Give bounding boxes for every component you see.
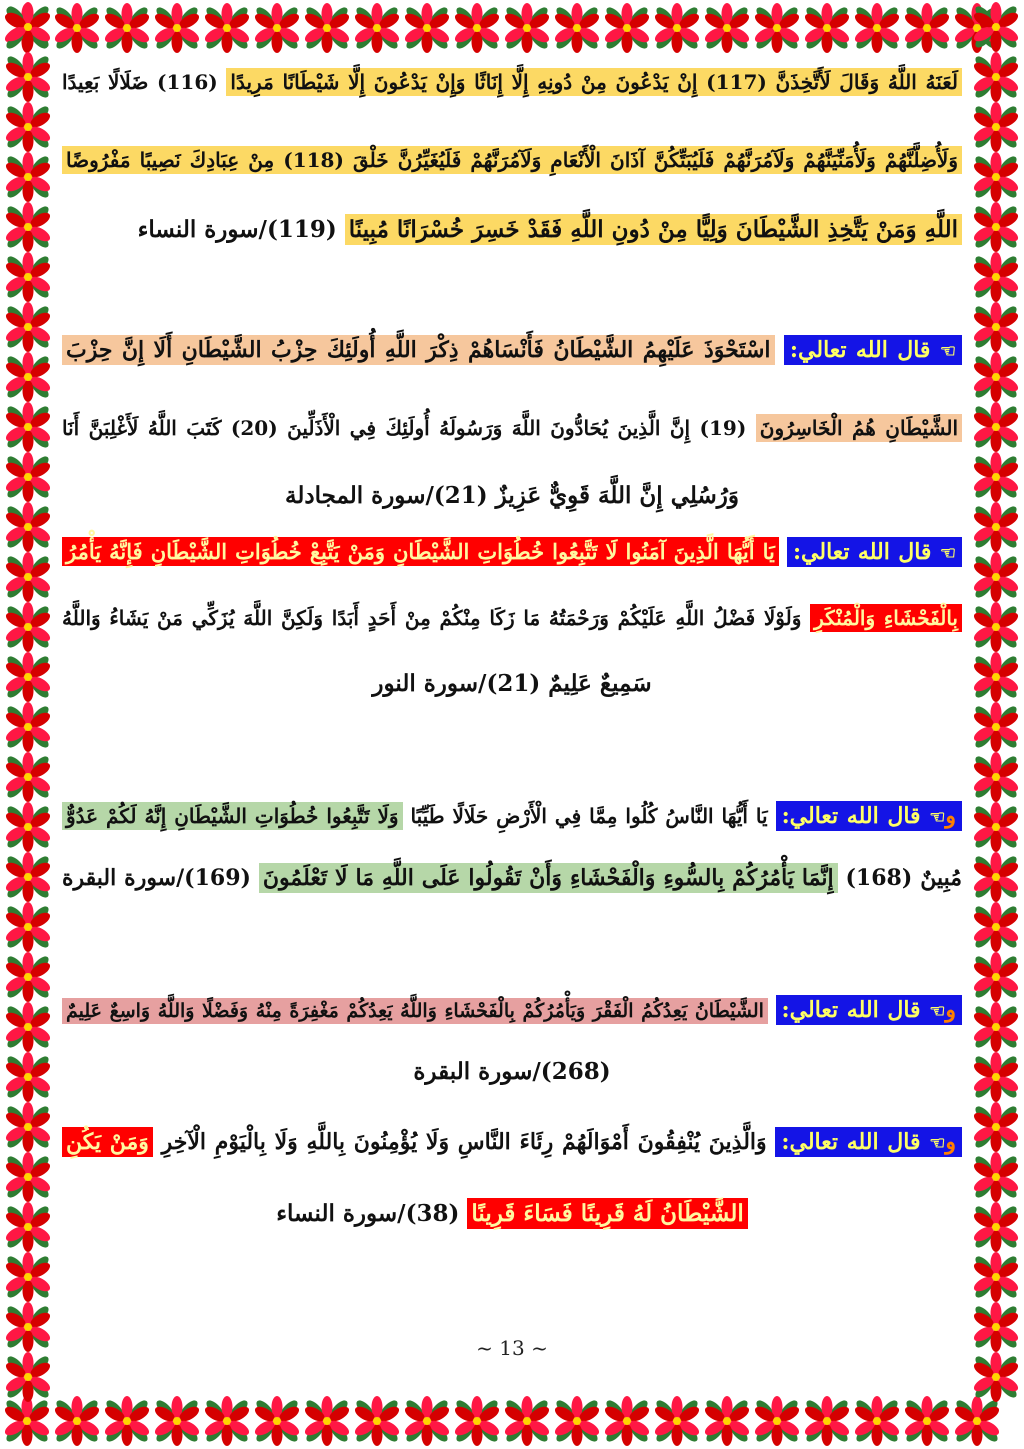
poinsettia-flower-icon (500, 1394, 554, 1448)
border-right (968, 0, 1024, 1449)
qal-label: و☜ قال الله تعالي: (775, 1127, 962, 1157)
poinsettia-flower-icon (200, 1, 254, 55)
poinsettia-flower-icon (969, 1050, 1023, 1104)
poinsettia-flower-icon (1, 700, 55, 754)
poinsettia-flower-icon (1, 450, 55, 504)
verse-text: يَا أَيُّهَا النَّاسُ كُلُوا مِمَّا فِي الْأَرْضِ حَلَالًا طَيِّبًا (410, 804, 768, 828)
poinsettia-flower-icon (1, 950, 55, 1004)
poinsettia-flower-icon (1, 350, 55, 404)
poinsettia-flower-icon (969, 700, 1023, 754)
poinsettia-flower-icon (1, 200, 55, 254)
poinsettia-flower-icon (969, 300, 1023, 354)
poinsettia-flower-icon (1, 1300, 55, 1354)
verse-number: (116) (157, 70, 218, 94)
poinsettia-flower-icon (969, 1100, 1023, 1154)
poinsettia-flower-icon (150, 1, 204, 55)
poinsettia-flower-icon (200, 1394, 254, 1448)
border-left (0, 0, 56, 1449)
poinsettia-flower-icon (650, 1394, 704, 1448)
poinsettia-flower-icon (950, 1394, 1004, 1448)
poinsettia-flower-icon (969, 500, 1023, 554)
verse-text: وَلَا تَتَّبِعُوا خُطُوَاتِ الشَّيْطَانِ إِنَّهُ لَكُمْ عَدُوٌّ (62, 802, 403, 830)
pointing-hand-icon: ☜ (939, 543, 956, 564)
poinsettia-flower-icon (0, 1394, 54, 1448)
poinsettia-flower-icon (969, 200, 1023, 254)
poinsettia-flower-icon (1, 800, 55, 854)
poinsettia-flower-icon (1, 900, 55, 954)
poinsettia-flower-icon (650, 1, 704, 55)
poinsettia-flower-icon (400, 1, 454, 55)
surah-reference: (119)/سورة النساء (137, 216, 337, 243)
verse-text: ضَلَالًا بَعِيدًا (62, 70, 149, 94)
poinsettia-flower-icon (550, 1394, 604, 1448)
poinsettia-flower-icon (969, 600, 1023, 654)
poinsettia-flower-icon (0, 1, 54, 55)
poinsettia-flower-icon (969, 1000, 1023, 1054)
poinsettia-flower-icon (969, 1350, 1023, 1404)
verse-line (62, 62, 962, 102)
verse-line (62, 408, 962, 448)
poinsettia-flower-icon (969, 950, 1023, 1004)
poinsettia-flower-icon (1, 1200, 55, 1254)
poinsettia-flower-icon (700, 1, 754, 55)
poinsettia-flower-icon (800, 1, 854, 55)
verse-text: الشَّيْطَانِ هُمُ الْخَاسِرُونَ (756, 414, 962, 442)
poinsettia-flower-icon (300, 1394, 354, 1448)
poinsettia-flower-icon (50, 1394, 104, 1448)
verse-line (62, 1194, 962, 1234)
border-bottom (0, 1393, 1024, 1449)
verse-line (62, 1052, 962, 1092)
poinsettia-flower-icon (1, 1250, 55, 1304)
poinsettia-flower-icon (969, 650, 1023, 704)
pointing-hand-icon: ☜ (929, 1001, 946, 1022)
poinsettia-flower-icon (969, 800, 1023, 854)
surah-reference: (169)/سورة البقرة (62, 865, 251, 891)
verse-line (62, 1122, 962, 1164)
verse-line (62, 210, 962, 250)
verse-text: وَالَّذِينَ يُنْفِقُونَ أَمْوَالَهُمْ رِئَاءَ النَّاسِ وَلَا يُؤْمِنُونَ بِاللَّهِ وَلَا بِالْيَوْمِ الْآخِرِ (161, 1129, 767, 1155)
poinsettia-flower-icon (969, 1250, 1023, 1304)
poinsettia-flower-icon (1, 0, 55, 54)
verse-line (62, 598, 962, 638)
qal-label: ☜ قال الله تعالي: (787, 537, 962, 567)
poinsettia-flower-icon (600, 1394, 654, 1448)
poinsettia-flower-icon (1, 50, 55, 104)
verse-text: اللَّهِ وَمَنْ يَتَّخِذِ الشَّيْطَانَ وَلِيًّا مِنْ دُونِ اللَّهِ فَقَدْ خَسِرَ خُسْرَانًا مُبِينًا (345, 214, 962, 245)
verse-line (62, 664, 962, 704)
poinsettia-flower-icon (969, 400, 1023, 454)
poinsettia-flower-icon (969, 750, 1023, 804)
poinsettia-flower-icon (150, 1394, 204, 1448)
verse-text: بِالْفَحْشَاءِ وَالْمُنْكَرِ (810, 604, 962, 632)
poinsettia-flower-icon (950, 1, 1004, 55)
verse-line (62, 858, 962, 898)
poinsettia-flower-icon (1, 650, 55, 704)
poinsettia-flower-icon (250, 1, 304, 55)
poinsettia-flower-icon (969, 1300, 1023, 1354)
poinsettia-flower-icon (550, 1, 604, 55)
poinsettia-flower-icon (969, 0, 1023, 54)
verse-text: وَلَوْلَا فَضْلُ اللَّهِ عَلَيْكُمْ وَرَحْمَتُهُ مَا زَكَا مِنْكُمْ مِنْ أَحَدٍ أَبَدًا وَلَكِنَّ اللَّهَ يُزَكِّي مَنْ يَشَاءُ وَاللَّهُ (62, 606, 802, 630)
poinsettia-flower-icon (969, 50, 1023, 104)
poinsettia-flower-icon (1, 750, 55, 804)
verse-line (62, 140, 962, 180)
poinsettia-flower-icon (250, 1394, 304, 1448)
poinsettia-flower-icon (700, 1394, 754, 1448)
poinsettia-flower-icon (1, 300, 55, 354)
qal-label: ☜ قال الله تعالي: (784, 335, 962, 365)
poinsettia-flower-icon (969, 350, 1023, 404)
poinsettia-flower-icon (1, 1100, 55, 1154)
verse-text: سَمِيعٌ عَلِيمٌ (21)/سورة النور (372, 670, 652, 697)
poinsettia-flower-icon (850, 1, 904, 55)
poinsettia-flower-icon (350, 1394, 404, 1448)
surah-reference: (38)/سورة النساء (276, 1200, 460, 1227)
poinsettia-flower-icon (750, 1, 804, 55)
poinsettia-flower-icon (969, 100, 1023, 154)
qal-label: و☜ قال الله تعالي: (776, 801, 962, 831)
poinsettia-flower-icon (450, 1394, 504, 1448)
verse-line (62, 532, 962, 574)
poinsettia-flower-icon (969, 450, 1023, 504)
verse-line (62, 796, 962, 838)
poinsettia-flower-icon (1, 150, 55, 204)
poinsettia-flower-icon (50, 1, 104, 55)
verse-text: يَا أَيُّهَا الَّذِينَ آمَنُوا لَا تَتَّبِعُوا خُطُوَاتِ الشَّيْطَانِ وَمَنْ يَتَّبِعْ خُطُوَاتِ الشَّيْطَانِ فَإِنَّهُ يَأْمُرُ (62, 537, 779, 566)
verse-text: (19) إِنَّ الَّذِينَ يُحَادُّونَ اللَّهَ وَرَسُولَهُ أُولَئِكَ فِي الْأَذَلِّينَ (20) كَتَبَ اللَّهُ لَأَغْلِبَنَّ أَنَا (62, 416, 747, 440)
poinsettia-flower-icon (750, 1394, 804, 1448)
poinsettia-flower-icon (100, 1, 154, 55)
poinsettia-flower-icon (600, 1, 654, 55)
poinsettia-flower-icon (1, 550, 55, 604)
poinsettia-flower-icon (1, 400, 55, 454)
verse-text: لَعَنَهُ اللَّهُ وَقَالَ لَأَتَّخِذَنَّ (117) إِنْ يَدْعُونَ مِنْ دُونِهِ إِلَّا إِنَاثًا وَإِنْ يَدْعُونَ إِلَّا شَيْطَانًا مَرِيدًا (226, 68, 962, 96)
poinsettia-flower-icon (969, 1200, 1023, 1254)
verse-text: إِنَّمَا يَأْمُرُكُمْ بِالسُّوءِ وَالْفَحْشَاءِ وَأَنْ تَقُولُوا عَلَى اللَّهِ مَا لَا تَعْلَمُونَ (259, 863, 838, 893)
verse-line (62, 476, 962, 516)
poinsettia-flower-icon (1, 250, 55, 304)
verse-text: اسْتَحْوَذَ عَلَيْهِمُ الشَّيْطَانُ فَأَنْسَاهُمْ ذِكْرَ اللَّهِ أُولَئِكَ حِزْبُ الشَّيْطَانِ أَلَا إِنَّ حِزْبَ (62, 335, 775, 365)
surah-reference: (268)/سورة البقرة (413, 1058, 611, 1085)
verse-text: الشَّيْطَانُ يَعِدُكُمُ الْفَقْرَ وَيَأْمُرُكُمْ بِالْفَحْشَاءِ وَاللَّهُ يَعِدُكُمْ مَغْفِرَةً مِنْهُ وَفَضْلًا وَاللَّهُ وَاسِعٌ عَلِيمٌ (62, 998, 768, 1024)
poinsettia-flower-icon (1, 1050, 55, 1104)
poinsettia-flower-icon (969, 250, 1023, 304)
poinsettia-flower-icon (850, 1394, 904, 1448)
verse-text: وَلَأُضِلَّنَّهُمْ وَلَأُمَنِّيَنَّهُمْ وَلَآمُرَنَّهُمْ فَلَيُبَتِّكُنَّ آذَانَ الْأَنْعَامِ وَلَآمُرَنَّهُمْ فَلَيُغَيِّرُنَّ خَلْقَ (118) مِنْ عِبَادِكَ نَصِيبًا مَفْرُوضًا (62, 146, 962, 174)
page-content (62, 62, 962, 1392)
poinsettia-flower-icon (969, 150, 1023, 204)
poinsettia-flower-icon (1, 100, 55, 154)
poinsettia-flower-icon (400, 1394, 454, 1448)
poinsettia-flower-icon (969, 900, 1023, 954)
poinsettia-flower-icon (1, 1000, 55, 1054)
poinsettia-flower-icon (800, 1394, 854, 1448)
verse-text: مُبِينٌ (168) (845, 865, 962, 891)
poinsettia-flower-icon (969, 550, 1023, 604)
pointing-hand-icon: ☜ (929, 807, 946, 828)
poinsettia-flower-icon (969, 1150, 1023, 1204)
poinsettia-flower-icon (350, 1, 404, 55)
verse-text: الشَّيْطَانُ لَهُ قَرِينًا فَسَاءَ قَرِينًا (467, 1198, 747, 1229)
poinsettia-flower-icon (100, 1394, 154, 1448)
border-top (0, 0, 1024, 56)
poinsettia-flower-icon (500, 1, 554, 55)
pointing-hand-icon: ☜ (939, 341, 956, 362)
poinsettia-flower-icon (1, 600, 55, 654)
verse-line (62, 330, 962, 372)
poinsettia-flower-icon (900, 1394, 954, 1448)
verse-text: وَرُسُلِي إِنَّ اللَّهَ قَوِيٌّ عَزِيزٌ (21)/سورة المجادلة (285, 482, 739, 509)
poinsettia-flower-icon (1, 850, 55, 904)
poinsettia-flower-icon (900, 1, 954, 55)
poinsettia-flower-icon (1, 1350, 55, 1404)
page-number: ~ 13 ~ (476, 1336, 548, 1360)
pointing-hand-icon: ☜ (929, 1133, 946, 1154)
poinsettia-flower-icon (300, 1, 354, 55)
poinsettia-flower-icon (1, 500, 55, 554)
verse-text: وَمَنْ يَكُنِ (62, 1127, 153, 1157)
qal-label: و☜ قال الله تعالي: (776, 995, 962, 1025)
poinsettia-flower-icon (450, 1, 504, 55)
poinsettia-flower-icon (1, 1150, 55, 1204)
verse-line (62, 990, 962, 1032)
poinsettia-flower-icon (969, 850, 1023, 904)
